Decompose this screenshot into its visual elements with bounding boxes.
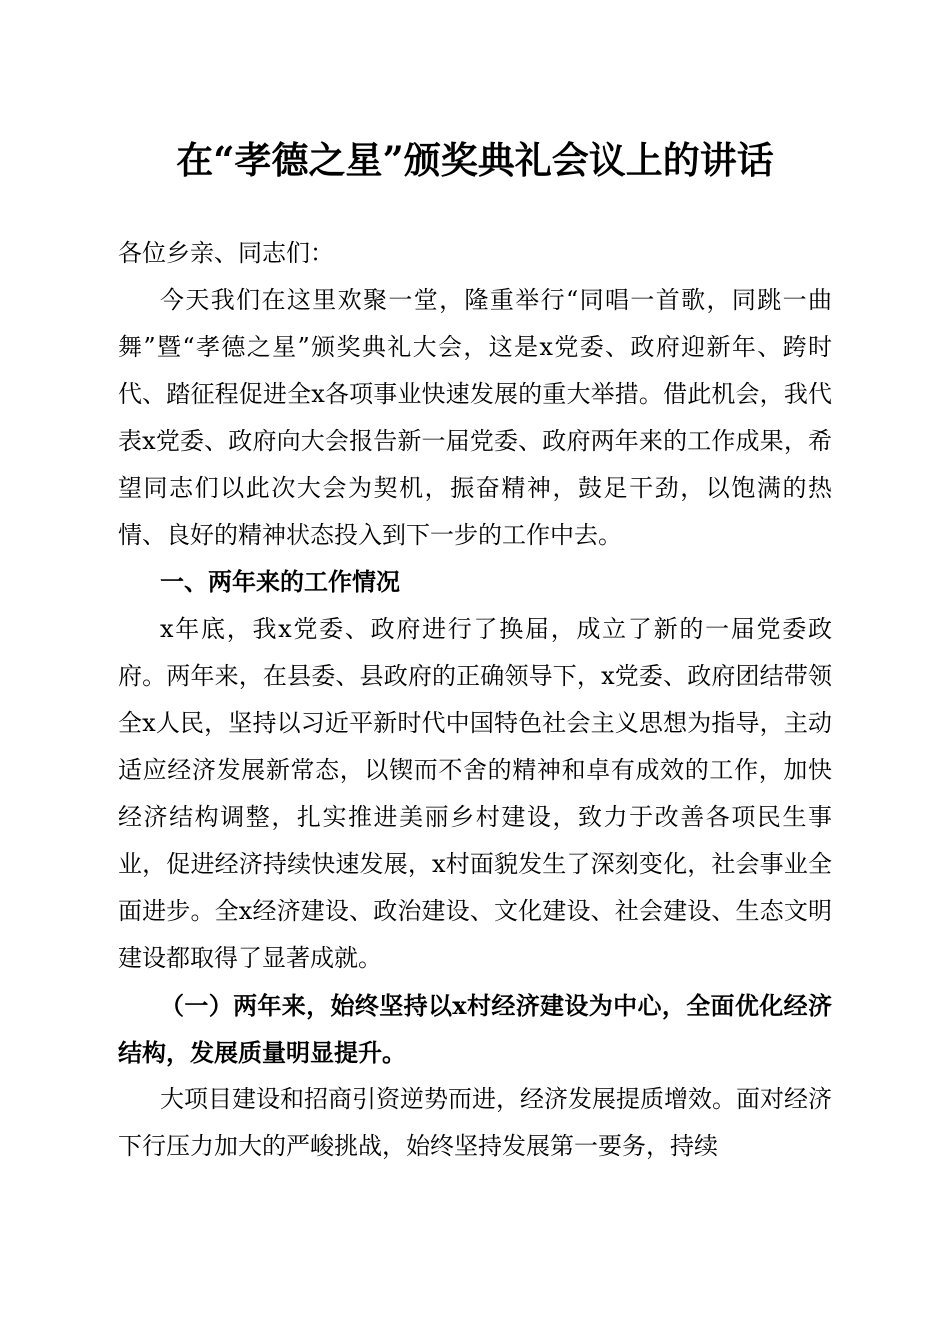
salutation: 各位乡亲、同志们： — [118, 239, 334, 267]
paragraph-projects: 大项目建设和招商引资逆势而进，经济发展提质增效。面对经济下行压力加大的严峻挑战，始终坚持发展第一要务，持续 — [118, 1085, 832, 1160]
section-heading: 一、两年来的工作情况 — [160, 568, 400, 596]
subsection-heading: （一）两年来，始终坚持以x村经济建设为中心，全面优化经济结构，发展质量明显提升。 — [118, 991, 832, 1067]
paragraph-opening: 今天我们在这里欢聚一堂，隆重举行“同唱一首歌，同跳一曲舞”暨“孝德之星”颁奖典礼大会，这是x党委、政府迎新年、跨时代、踏征程促进全x各项事业快速发展的重大举措。借此机会，我代表x党委、政府向大会报告新一届党委、政府两年来的工作成果，希望同志们以此次大会为契机，振奋精神，鼓足干劲，以饱满的热情、良好的精神状态投入到下一步的工作中去。 — [118, 286, 832, 549]
document-body — [118, 230, 832, 1170]
paragraph-work-summary: x年底，我x党委、政府进行了换届，成立了新的一届党委政府。两年来，在县委、县政府的正确领导下，x党委、政府团结带领全x人民，坚持以习近平新时代中国特色社会主义思想为指导，主动适应经济发展新常态，以锲而不舍的精神和卓有成效的工作，加快经济结构调整，扎实推进美丽乡村建设，致力于改善各项民生事业，促进经济持续快速发展，x村面貌发生了深刻变化，社会事业全面进步。全x经济建设、政治建设、文化建设、社会建设、生态文明建设都取得了显著成就。 — [118, 615, 832, 972]
page-title: 在“孝德之星”颁奖典礼会议上的讲话 — [176, 138, 774, 182]
